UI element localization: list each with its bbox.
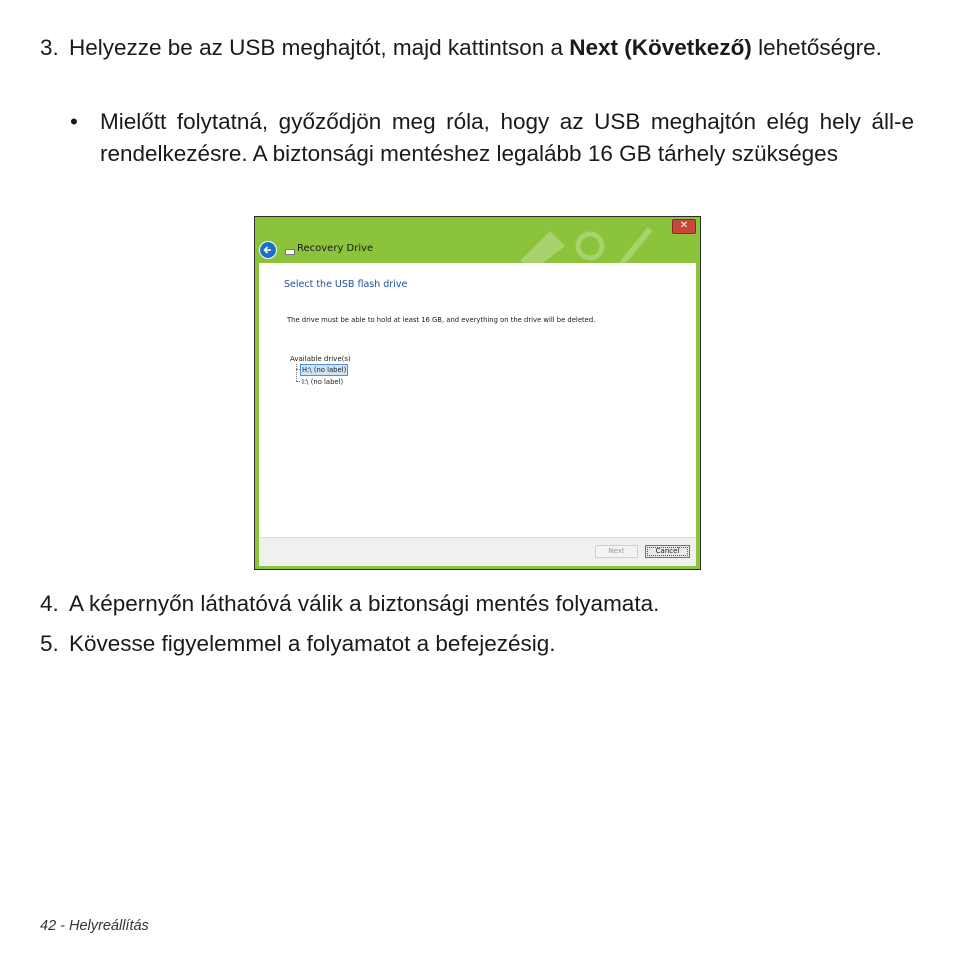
wizard-description: The drive must be able to hold at least 16 GB, and everything on the drive will be deleted. (287, 316, 596, 324)
window-close-button[interactable]: ✕ (672, 219, 696, 234)
step-5-number: 5. (40, 631, 59, 656)
step-3-text-after: lehetőségre. (751, 35, 882, 60)
wizard-content (259, 263, 696, 551)
step-3-text-before: Helyezze be az USB meghajtót, majd kattintson a (69, 35, 570, 60)
drive-item-i[interactable]: I:\ (no label) (302, 378, 344, 386)
drive-item-h[interactable]: H:\ (no label) (302, 366, 347, 374)
wizard-heading: Select the USB flash drive (284, 279, 408, 290)
back-arrow-icon[interactable] (259, 241, 277, 259)
step-3-bold-next: Next (Következő) (569, 35, 752, 60)
available-drives-label: Available drive(s) (290, 355, 351, 363)
tree-connector (296, 364, 298, 381)
tree-branch-2 (296, 381, 300, 382)
cancel-button[interactable]: Cancel (645, 545, 690, 558)
page-footer-label: 42 - Helyreállítás (40, 918, 149, 934)
window-titlebar (255, 237, 700, 263)
next-button[interactable]: Next (595, 545, 638, 558)
step-4-number: 4. (40, 591, 59, 616)
step-4-text: A képernyőn láthatóvá válik a biztonsági mentés folyamata. (69, 591, 660, 616)
step-3-text (69, 32, 914, 64)
back-arrow-glyph (260, 242, 276, 258)
usb-drive-icon (285, 249, 295, 255)
bullet-symbol: • (70, 109, 78, 134)
recovery-drive-screenshot (254, 216, 701, 570)
step-3-number: 3. (40, 35, 59, 60)
step-5-text: Kövesse figyelemmel a folyamatot a befejezésig. (69, 631, 556, 656)
window-title: Recovery Drive (297, 243, 374, 254)
wizard-footer (259, 537, 696, 566)
bullet-text: Mielőtt folytatná, győződjön meg róla, hogy az USB meghajtón elég hely áll-e rendelkezésre. A biztonsági mentéshez legalább 16 GB tárhely szükséges (100, 109, 914, 166)
